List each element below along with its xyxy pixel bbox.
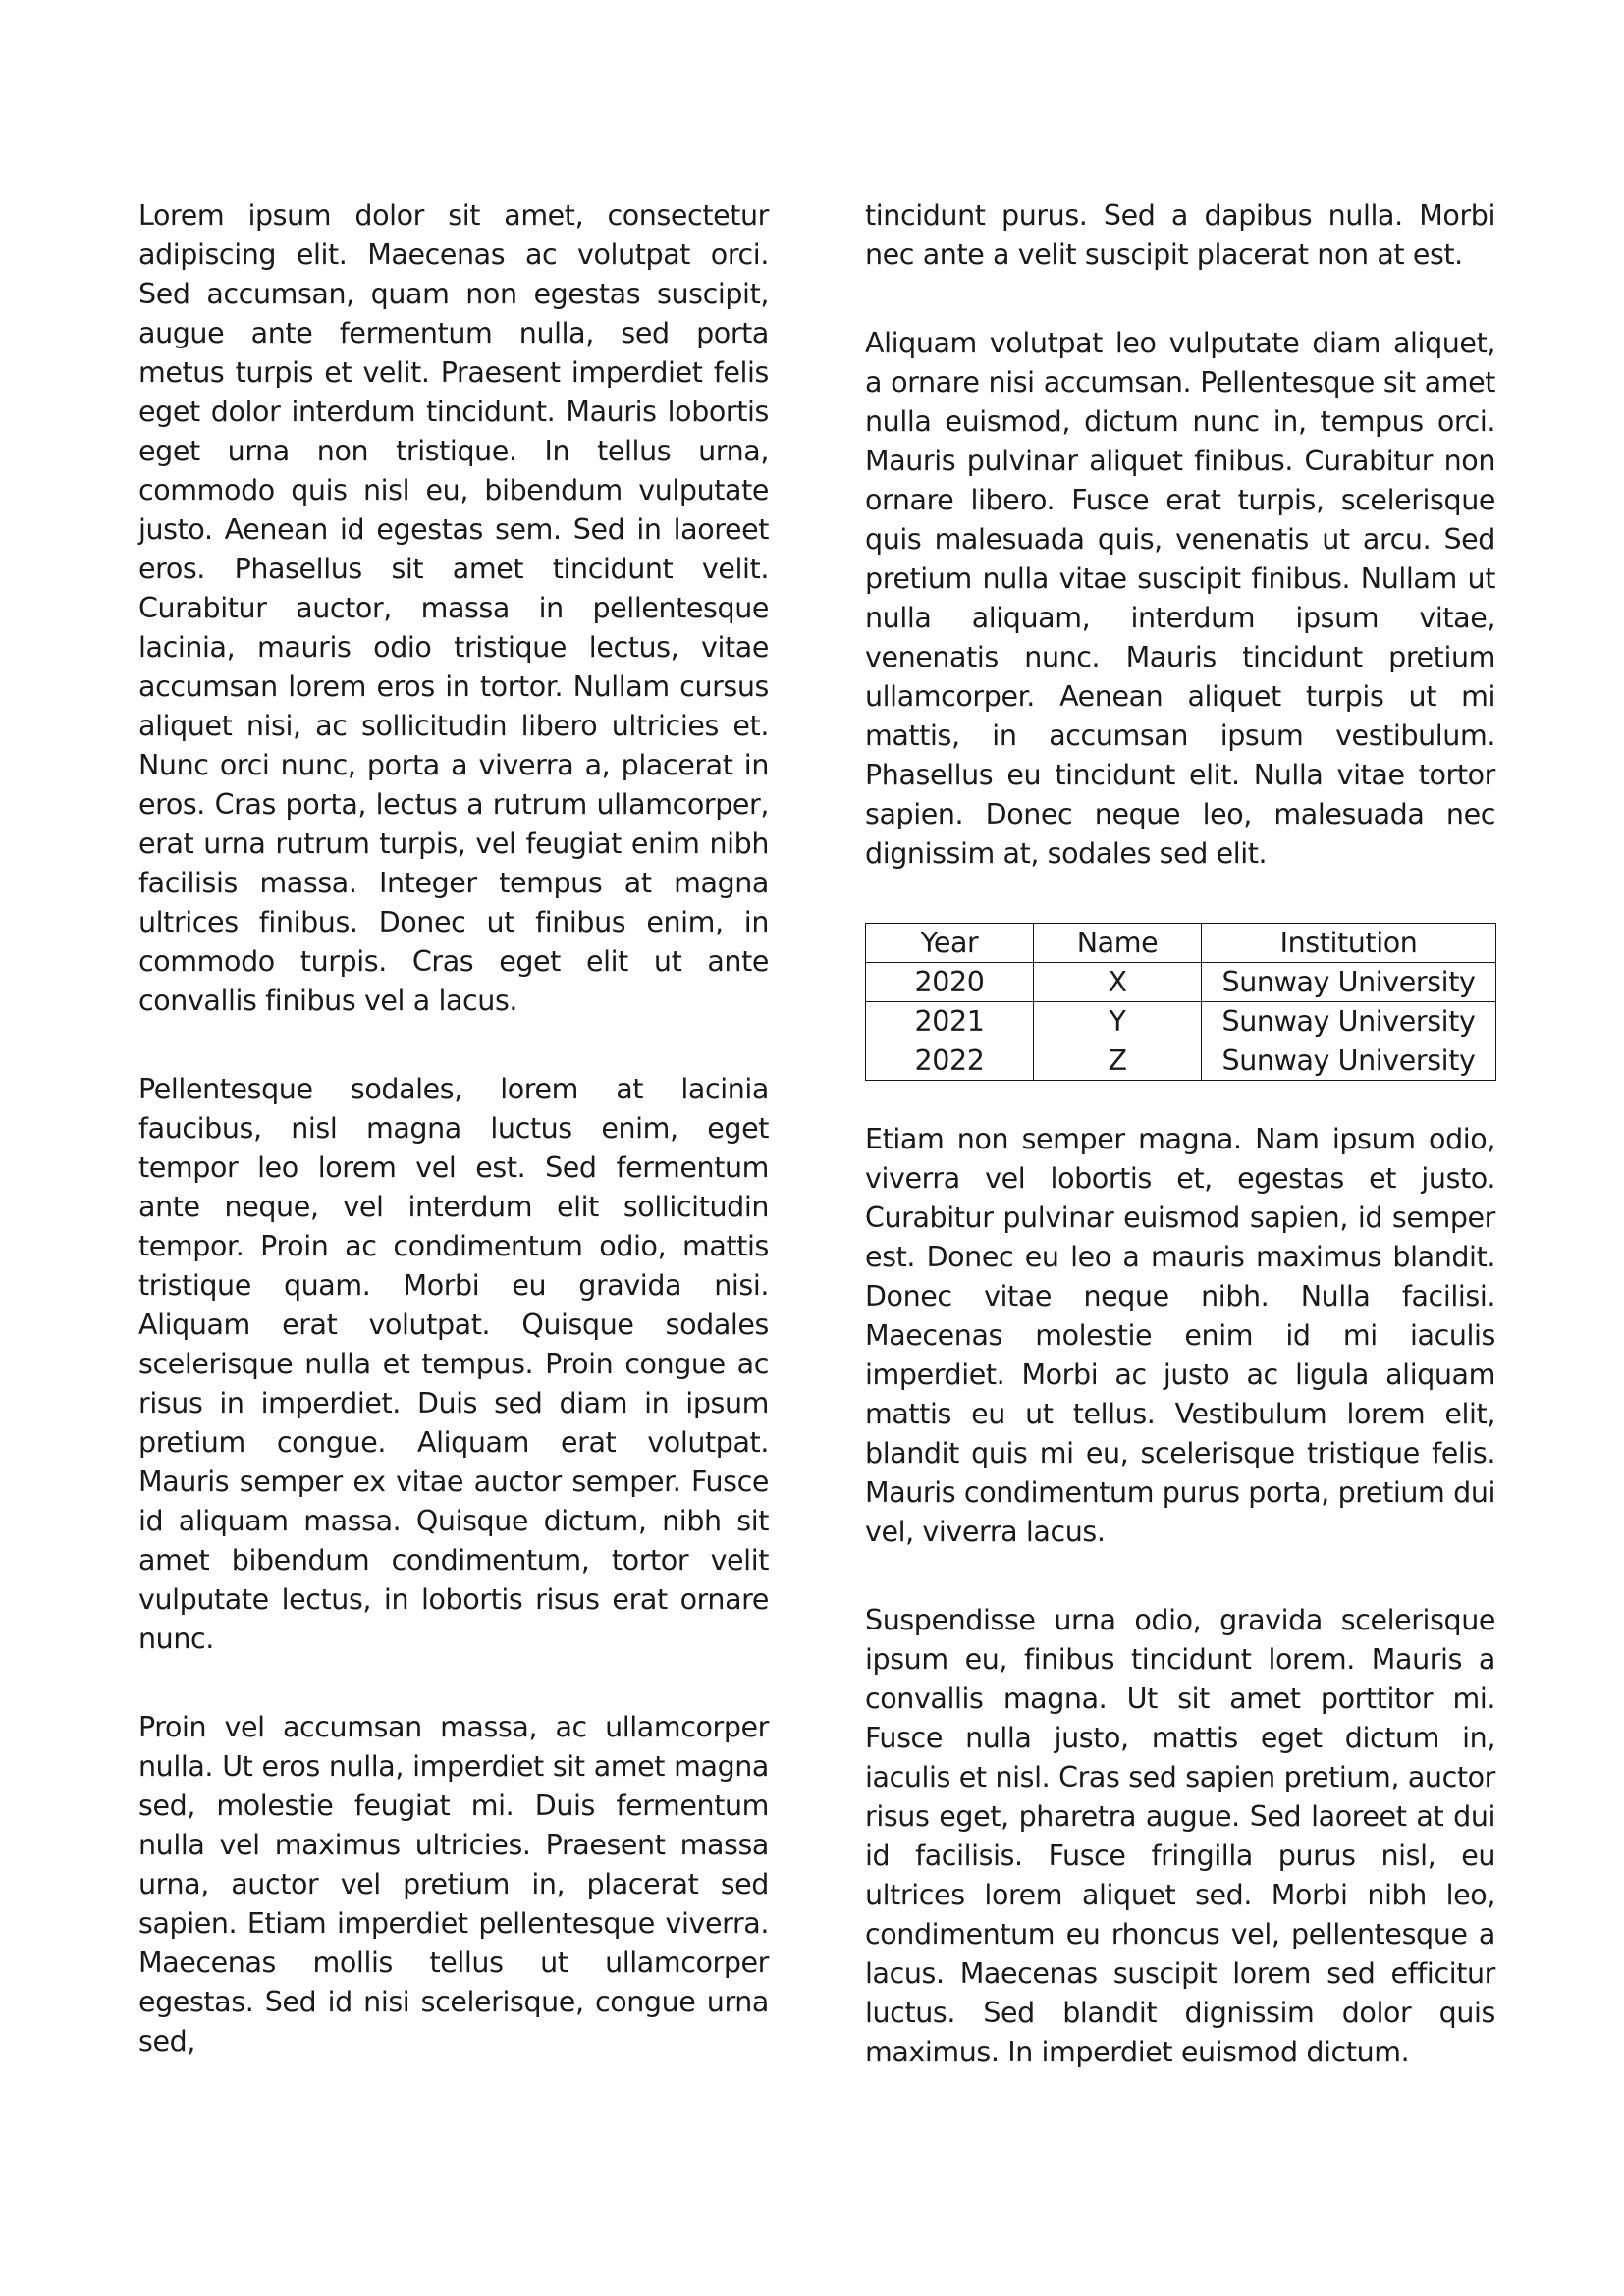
left-column [138, 196, 769, 2110]
table-header-name: Name [1034, 924, 1202, 963]
table-cell: 2021 [866, 1002, 1034, 1041]
paragraph: tincidunt purus. Sed a dapibus nulla. Morbi nec ante a velit suscipit placerat non at est. [865, 199, 1495, 271]
data-table [865, 923, 1496, 1081]
table-cell: Y [1034, 1002, 1202, 1041]
table-header-row [866, 924, 1496, 963]
table-row [866, 1002, 1496, 1041]
paragraph: Suspendisse urna odio, gravida scelerisque ipsum eu, finibus tincidunt lorem. Mauris a convallis magna. Ut sit amet porttitor mi. Fusce nulla justo, mattis eget dictum in, iaculis et nisl. Cras sed sapien pretium, auctor risus eget, pharetra augue. Sed laoreet at dui id facilisis. Fusce fringilla purus nisl, eu ultrices lorem aliquet sed. Morbi nibh leo, condimentum eu rhoncus vel, pellentesque a lacus. Maecenas suscipit lorem sed efficitur luctus. Sed blandit dignissim dolor quis maximus. In imperdiet euismod dictum. [865, 1604, 1495, 2068]
right-column [865, 196, 1495, 2121]
table-cell: Sunway University [1202, 963, 1496, 1002]
table-header-year: Year [866, 924, 1034, 963]
table-cell: 2020 [866, 963, 1034, 1002]
table-cell: Sunway University [1202, 1041, 1496, 1081]
table-row [866, 963, 1496, 1002]
table-cell: Z [1034, 1041, 1202, 1081]
paragraph: Aliquam volutpat leo vulputate diam aliquet, a ornare nisi accumsan. Pellentesque sit amet nulla euismod, dictum nunc in, tempus orci. Mauris pulvinar aliquet finibus. Curabitur non ornare libero. Fusce erat turpis, scelerisque quis malesuada quis, venenatis ut arcu. Sed pretium nulla vitae suscipit finibus. Nullam ut nulla aliquam, interdum ipsum vitae, venenatis nunc. Mauris tincidunt pretium ullamcorper. Aenean aliquet turpis ut mi mattis, in accumsan ipsum vestibulum. Phasellus eu tincidunt elit. Nulla vitae tortor sapien. Donec neque leo, malesuada nec dignissim at, sodales sed elit. [865, 327, 1495, 870]
table-cell: Sunway University [1202, 1002, 1496, 1041]
paragraph: Proin vel accumsan massa, ac ullamcorper nulla. Ut eros nulla, imperdiet sit amet magna sed, molestie feugiat mi. Duis fermentum nulla vel maximus ultricies. Praesent massa urna, auctor vel pretium in, placerat sed sapien. Etiam imperdiet pellentesque viverra. Maecenas mollis tellus ut ullamcorper egestas. Sed id nisi scelerisque, congue urna sed, [138, 1711, 769, 2057]
paragraph: Etiam non semper magna. Nam ipsum odio, viverra vel lobortis et, egestas et justo. Curabitur pulvinar euismod sapien, id semper est. Donec eu leo a mauris maximus blandit. Donec vitae neque nibh. Nulla facilisi. Maecenas molestie enim id mi iaculis imperdiet. Morbi ac justo ac ligula aliquam mattis eu ut tellus. Vestibulum lorem elit, blandit quis mi eu, scelerisque tristique felis. Mauris condimentum purus porta, pretium dui vel, viverra lacus. [865, 1123, 1495, 1548]
table-row [866, 1041, 1496, 1081]
table-cell: 2022 [866, 1041, 1034, 1081]
table-cell: X [1034, 963, 1202, 1002]
paragraph: Lorem ipsum dolor sit amet, consectetur adipiscing elit. Maecenas ac volutpat orci. Sed accumsan, quam non egestas suscipit, augue ante fermentum nulla, sed porta metus turpis et velit. Praesent imperdiet felis eget dolor interdum tincidunt. Mauris lobortis eget urna non tristique. In tellus urna, commodo quis nisl eu, bibendum vulputate justo. Aenean id egestas sem. Sed in laoreet eros. Phasellus sit amet tincidunt velit. Curabitur auctor, massa in pellentesque lacinia, mauris odio tristique lectus, vitae accumsan lorem eros in tortor. Nullam cursus aliquet nisi, ac sollicitudin libero ultricies et. Nunc orci nunc, porta a viverra a, placerat in eros. Cras porta, lectus a rutrum ullamcorper, erat urna rutrum turpis, vel feugiat enim nibh facilisis massa. Integer tempus at magna ultrices finibus. Donec ut finibus enim, in commodo turpis. Cras eget elit ut ante convallis finibus vel a lacus. [138, 199, 769, 1017]
table-header-institution: Institution [1202, 924, 1496, 963]
paragraph: Pellentesque sodales, lorem at lacinia faucibus, nisl magna luctus enim, eget tempor leo lorem vel est. Sed fermentum ante neque, vel interdum elit sollicitudin tempor. Proin ac condimentum odio, mattis tristique quam. Morbi eu gravida nisi. Aliquam erat volutpat. Quisque sodales scelerisque nulla et tempus. Proin congue ac risus in imperdiet. Duis sed diam in ipsum pretium congue. Aliquam erat volutpat. Mauris semper ex vitae auctor semper. Fusce id aliquam massa. Quisque dictum, nibh sit amet bibendum condimentum, tortor velit vulputate lectus, in lobortis risus erat ornare nunc. [138, 1073, 769, 1655]
